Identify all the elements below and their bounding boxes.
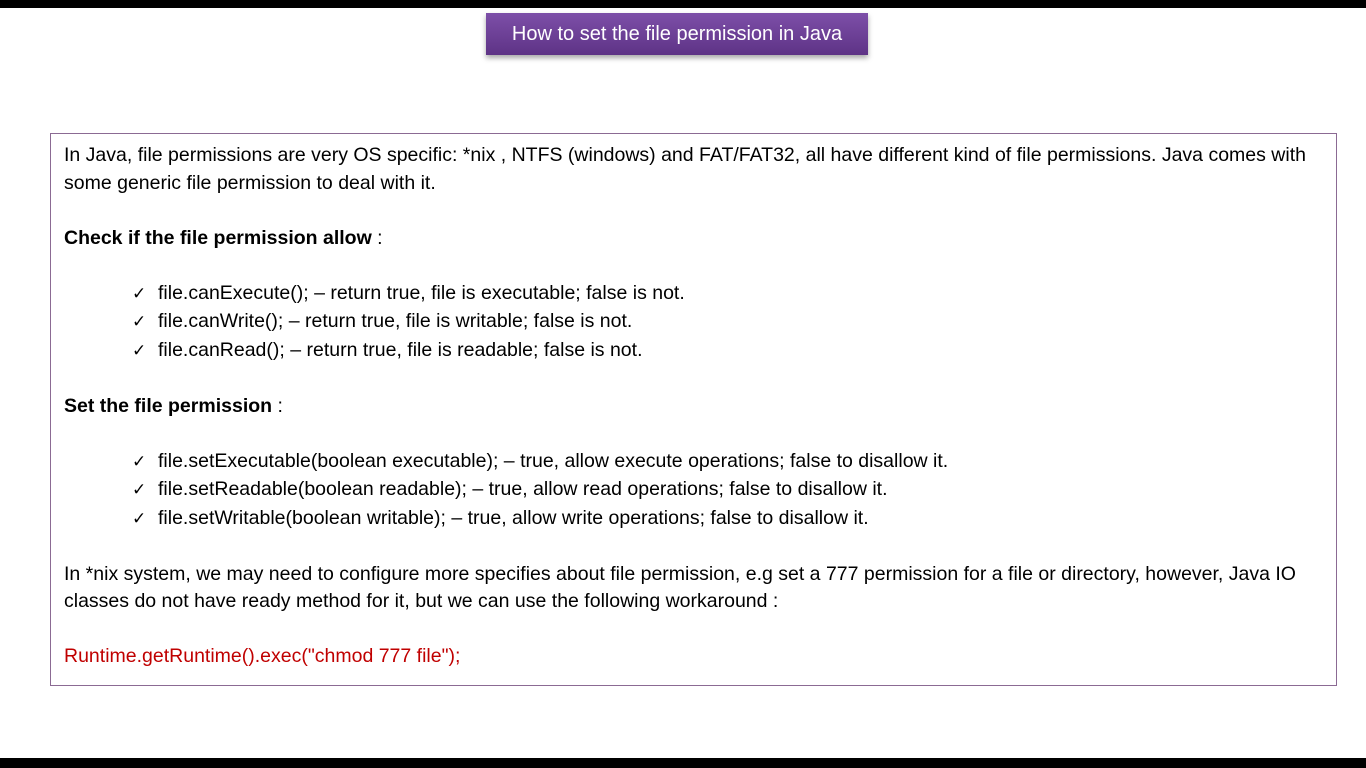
list-item [132, 337, 1323, 366]
set-heading-suffix: : [272, 394, 283, 417]
set-item-text: file.setExecutable(boolean executable); – true, allow execute operations; false to disallow it. [158, 449, 949, 472]
checkmark-icon: ✓ [132, 480, 147, 500]
checkmark-icon: ✓ [132, 340, 147, 361]
check-list [64, 280, 1323, 366]
check-item-text: file.canExecute(); – return true, file is executable; false is not. [158, 281, 685, 304]
set-list [64, 448, 1323, 534]
checkmark-icon: ✓ [132, 283, 147, 304]
checkmark-icon: ✓ [132, 451, 147, 472]
slide-title: How to set the file permission in Java [486, 13, 868, 55]
set-item-text: file.setReadable(boolean readable); – true, allow read operations; false to disallow it. [158, 478, 888, 500]
check-heading-suffix: : [371, 226, 383, 249]
code-snippet: Runtime.getRuntime().exec("chmod 777 file"); [64, 645, 461, 667]
list-item [132, 448, 1323, 477]
check-item-text: file.canRead(); – return true, file is readable; false is not. [158, 338, 643, 361]
list-item [132, 476, 1323, 505]
top-black-bar [0, 0, 1366, 8]
list-item [132, 505, 1323, 534]
set-item-text: file.setWritable(boolean writable); – true, allow write operations; false to disallow it. [158, 506, 869, 529]
check-heading-text: Check if the file permission allow [64, 226, 372, 249]
intro-paragraph: In Java, file permissions are very OS specific: *nix , NTFS (windows) and FAT/FAT32, all have different kind of file permissions. Java comes with some generic file permission to deal with it. [64, 144, 1306, 194]
nix-note-paragraph: In *nix system, we may need to configure more specifies about file permission, e.g set a 777 permission for a file or directory, however, Java IO classes do not have ready method for it, but we can use the following workaround : [64, 562, 1296, 612]
bottom-black-bar [0, 758, 1366, 768]
checkmark-icon: ✓ [132, 508, 147, 529]
checkmark-icon: ✓ [132, 312, 147, 332]
check-heading [64, 225, 1323, 253]
set-heading [64, 393, 1323, 421]
set-heading-text: Set the file permission [64, 394, 273, 417]
list-item [132, 308, 1323, 337]
content-panel [50, 133, 1337, 686]
check-item-text: file.canWrite(); – return true, file is writable; false is not. [158, 310, 633, 332]
list-item [132, 280, 1323, 309]
